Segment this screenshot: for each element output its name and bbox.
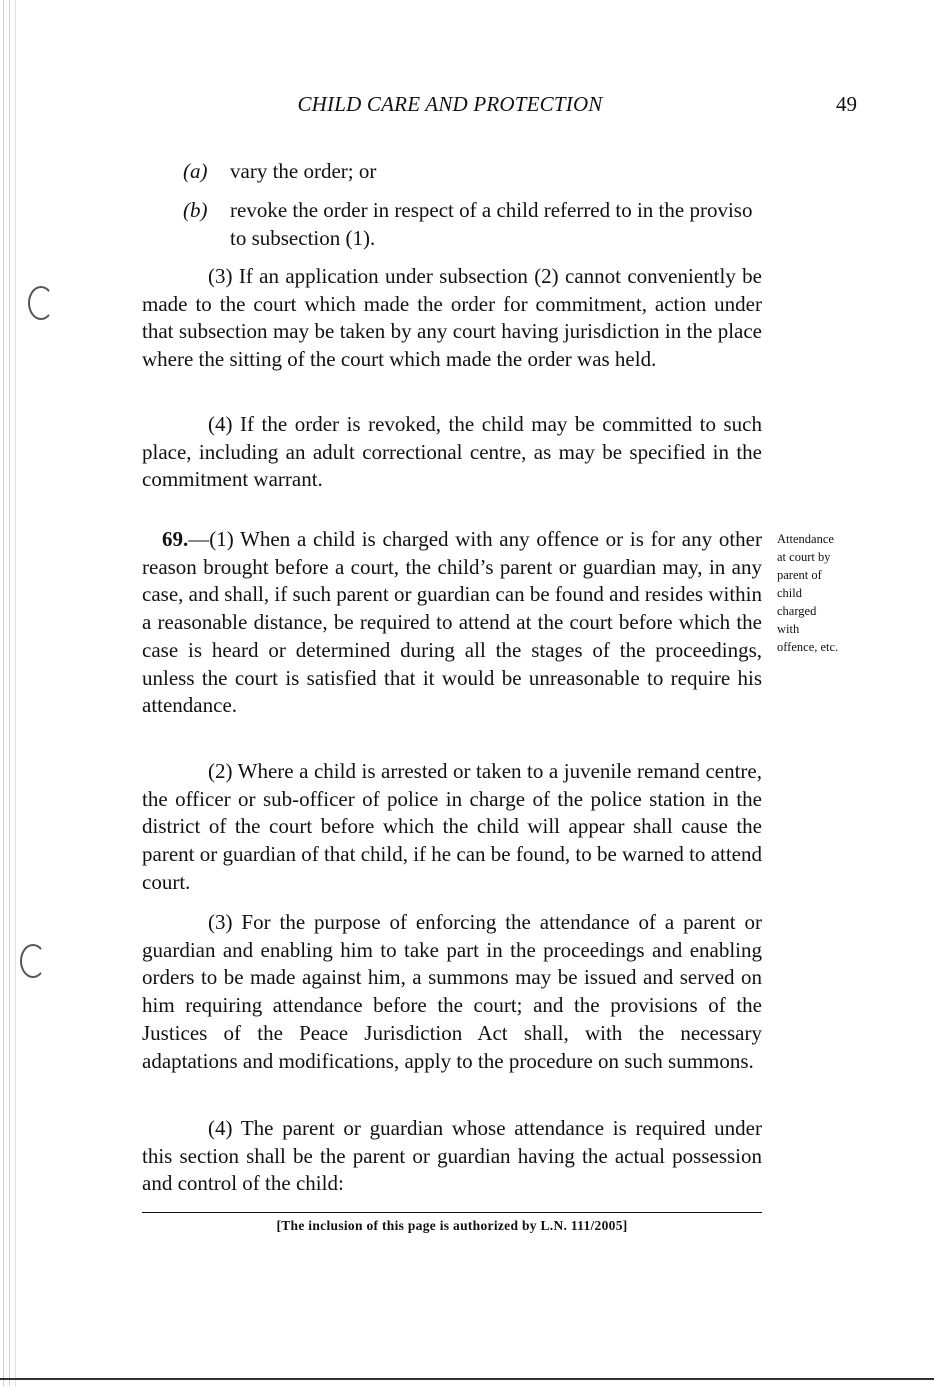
section-69-paragraph-4 <box>142 1115 762 1198</box>
section-69-paragraph-1 <box>142 526 762 720</box>
punch-hole-mark <box>28 286 54 320</box>
margin-note-line: offence, etc. <box>777 640 839 654</box>
section-number: 69. <box>162 527 189 551</box>
section-69-subsection-2-text: (2) Where a child is arrested or taken to a juvenile remand centre, the officer or sub-officer of police in charge of the police station in the district of the court before which the child will appear shall cause the parent or guardian of that child, if he can be found, to be warned to attend court. <box>142 759 762 894</box>
footer-authorization-note: [The inclusion of this page is authorized by L.N. 111/2005] <box>276 1218 628 1233</box>
list-item-text: revoke the order in respect of a child referred to in the proviso to subsection (1). <box>230 198 753 250</box>
binding-edge-line <box>3 0 4 1386</box>
margin-note-line: parent of <box>777 568 822 582</box>
list-item-label: (b) <box>183 198 208 222</box>
margin-note-line: child <box>777 586 802 600</box>
running-header-title: CHILD CARE AND PROTECTION <box>297 92 603 116</box>
margin-note-line: charged <box>777 604 817 618</box>
margin-note <box>777 530 867 656</box>
subsection-3-text: (3) If an application under subsection (2) cannot conveniently be made to the court which made the order for commitment, action under that subsection may be taken by any court having jurisdiction in the place where the sitting of the court which made the order was held. <box>142 264 762 372</box>
punch-hole-mark <box>20 944 46 978</box>
section-69-subsection-3-text: (3) For the purpose of enforcing the attendance of a parent or guardian and enabling him to take part in the proceedings and enabling orders to be made against him, a summons may be issued and served on him requiring attendance before the court; and the provisions of the Justices of the Peace Jurisdiction Act shall, with the necessary adaptations and modifications, apply to the procedure on such summons. <box>142 910 762 1073</box>
list-item <box>183 197 763 252</box>
section-69-paragraph-3 <box>142 909 762 1075</box>
margin-note-line: with <box>777 622 800 636</box>
footer-rule <box>142 1212 762 1213</box>
margin-note-line: at court by <box>777 550 831 564</box>
section-69-paragraph-2 <box>142 758 762 897</box>
subsection-paragraph <box>142 411 762 494</box>
subsection-4-text: (4) If the order is revoked, the child may be committed to such place, including an adult correctional centre, as may be specified in the commitment warrant. <box>142 412 762 492</box>
binding-edge-line <box>15 0 16 1386</box>
list-item-text: vary the order; or <box>230 159 377 183</box>
page-number: 49 <box>836 92 857 116</box>
list-item <box>183 158 763 186</box>
list-item-label: (a) <box>183 159 208 183</box>
margin-note-line: Attendance <box>777 532 834 546</box>
subsection-paragraph <box>142 263 762 374</box>
section-69-text <box>142 526 762 720</box>
section-69-subsection-1-text: —(1) When a child is charged with any offence or is for any other reason brought before a court, the child’s parent or guardian may, in any case, and shall, if such parent or guardian can be found and resides within a reasonable distance, be required to attend at the court before which the case is heard or determined during all the stages of the proceedings, unless the court is satisfied that it would be unreasonable to require his attendance. <box>142 527 762 718</box>
section-69-subsection-4-text: (4) The parent or guardian whose attendance is required under this section shall be the parent or guardian having the actual possession and control of the child: <box>142 1116 762 1196</box>
binding-edge-line <box>9 0 10 1386</box>
page-bottom-edge <box>0 1378 934 1380</box>
